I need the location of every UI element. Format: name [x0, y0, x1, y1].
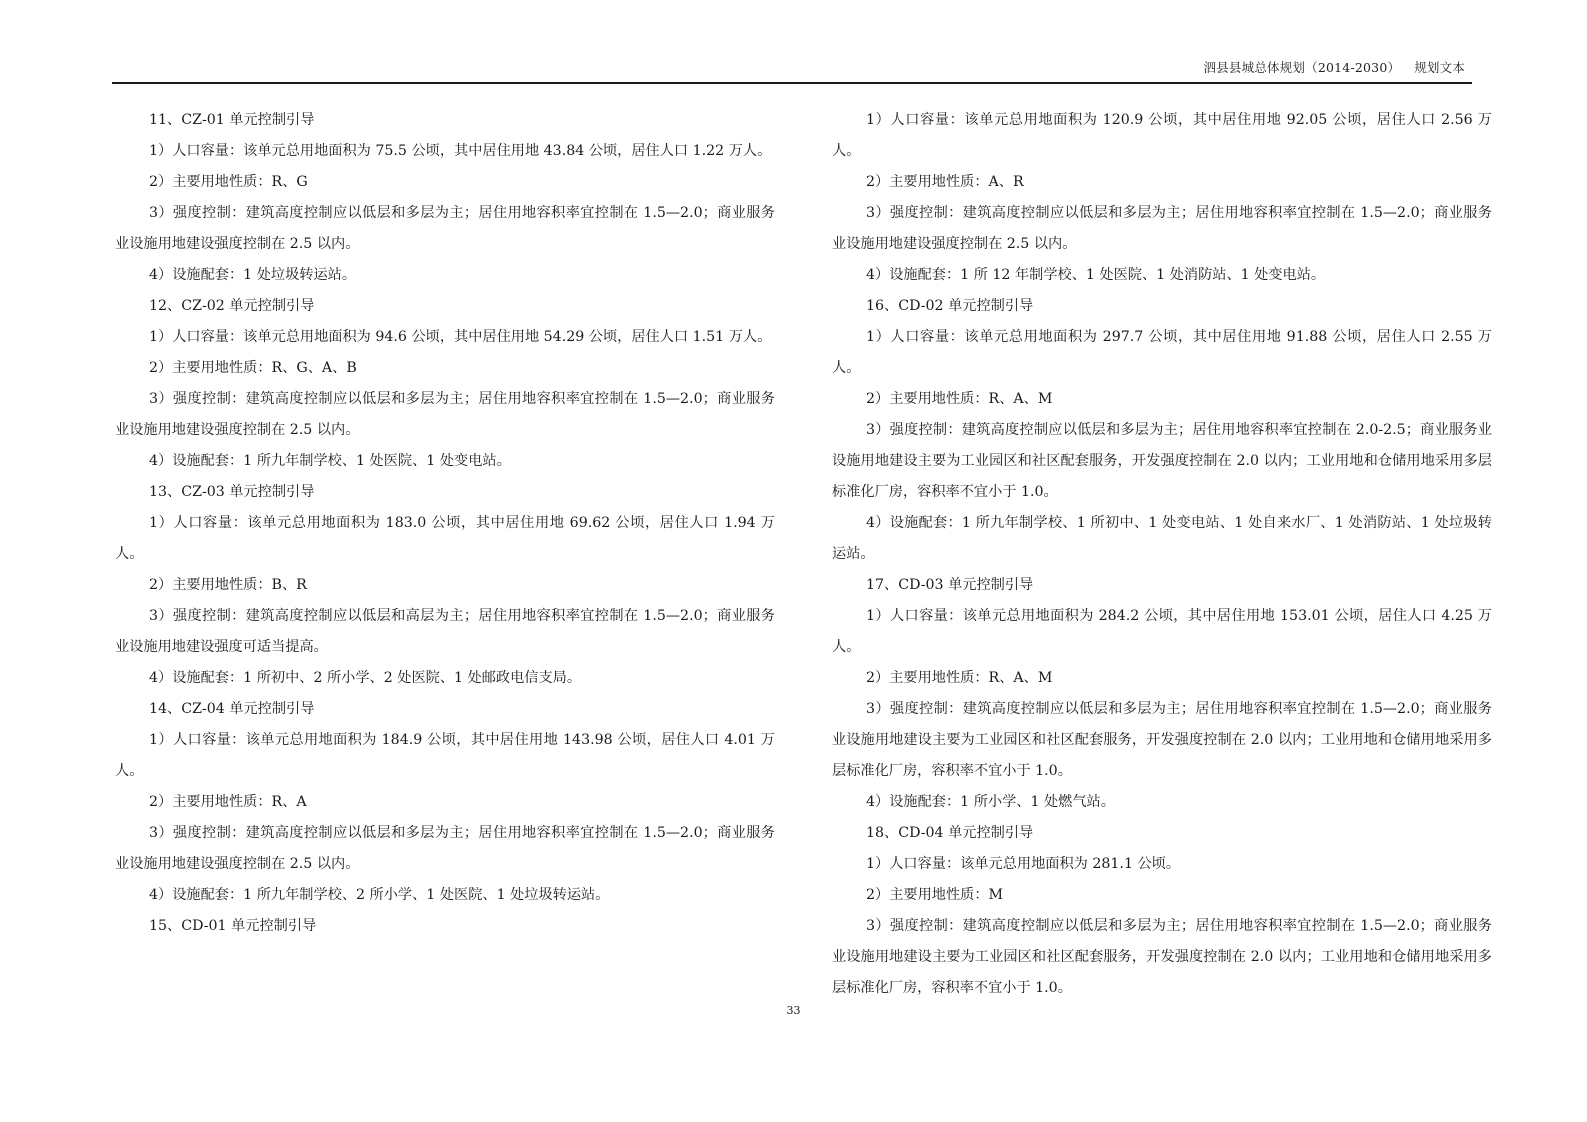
paragraph: 4）设施配套：1 所九年制学校、2 所小学、1 处医院、1 处垃圾转运站。 [149, 887, 610, 903]
paragraph: 3）强度控制：建筑高度控制应以低层和多层为主；居住用地容积率宜控制在 1.5—2.0；商业服务业设施用地建设强度控制在 2.5 以内。 [115, 205, 775, 252]
section-heading: 13、CZ-03 单元控制引导 [149, 484, 315, 500]
paragraph: 1）人口容量：该单元总用地面积为 297.7 公顷，其中居住用地 91.88 公顷，居住人口 2.55 万人。 [832, 329, 1492, 376]
paragraph: 2）主要用地性质：R、A、M [866, 391, 1053, 407]
paragraph: 2）主要用地性质：R、G、A、B [149, 360, 357, 376]
section-heading: 18、CD-04 单元控制引导 [866, 825, 1034, 841]
paragraph: 1）人口容量：该单元总用地面积为 75.5 公顷，其中居住用地 43.84 公顷，居住人口 1.22 万人。 [149, 143, 772, 159]
paragraph: 1）人口容量：该单元总用地面积为 184.9 公顷，其中居住用地 143.98 公顷，居住人口 4.01 万人。 [115, 732, 775, 779]
running-header [1204, 58, 1465, 76]
section-heading: 12、CZ-02 单元控制引导 [149, 298, 315, 314]
paragraph: 3）强度控制：建筑高度控制应以低层和多层为主；居住用地容积率宜控制在 2.0-2.5；商业服务业设施用地建设主要为工业园区和社区配套服务，开发强度控制在 2.0 以内；工业用地和仓储用地采用多层标准化厂房，容积率不宜小于 1.0。 [832, 422, 1492, 500]
document-type: 规划文本 [1414, 60, 1465, 75]
paragraph: 4）设施配套：1 所九年制学校、1 处医院、1 处变电站。 [149, 453, 511, 469]
section-heading: 15、CD-01 单元控制引导 [149, 918, 317, 934]
paragraph: 3）强度控制：建筑高度控制应以低层和多层为主；居住用地容积率宜控制在 1.5—2.0；商业服务业设施用地建设强度控制在 2.5 以内。 [115, 825, 775, 872]
paragraph: 3）强度控制：建筑高度控制应以低层和多层为主；居住用地容积率宜控制在 1.5—2.0；商业服务业设施用地建设强度控制在 2.5 以内。 [832, 205, 1492, 252]
paragraph: 2）主要用地性质：R、A [149, 794, 307, 810]
section-heading: 11、CZ-01 单元控制引导 [149, 112, 315, 128]
paragraph: 3）强度控制：建筑高度控制应以低层和多层为主；居住用地容积率宜控制在 1.5—2.0；商业服务业设施用地建设主要为工业园区和社区配套服务，开发强度控制在 2.0 以内；工业用地和仓储用地采用多层标准化厂房，容积率不宜小于 1.0。 [832, 918, 1492, 996]
header-divider [112, 82, 1472, 84]
left-column [115, 105, 775, 942]
section-heading: 14、CZ-04 单元控制引导 [149, 701, 315, 717]
paragraph: 1）人口容量：该单元总用地面积为 281.1 公顷。 [866, 856, 1181, 872]
paragraph: 1）人口容量：该单元总用地面积为 94.6 公顷，其中居住用地 54.29 公顷，居住人口 1.51 万人。 [149, 329, 772, 345]
paragraph: 3）强度控制：建筑高度控制应以低层和高层为主；居住用地容积率宜控制在 1.5—2.0；商业服务业设施用地建设强度可适当提高。 [115, 608, 775, 655]
paragraph: 3）强度控制：建筑高度控制应以低层和多层为主；居住用地容积率宜控制在 1.5—2.0；商业服务业设施用地建设主要为工业园区和社区配套服务，开发强度控制在 2.0 以内；工业用地和仓储用地采用多层标准化厂房，容积率不宜小于 1.0。 [832, 701, 1492, 779]
paragraph: 4）设施配套：1 所小学、1 处燃气站。 [866, 794, 1115, 810]
paragraph: 2）主要用地性质：B、R [149, 577, 307, 593]
section-heading: 17、CD-03 单元控制引导 [866, 577, 1034, 593]
paragraph: 4）设施配套：1 所 12 年制学校、1 处医院、1 处消防站、1 处变电站。 [866, 267, 1326, 283]
paragraph: 2）主要用地性质：R、A、M [866, 670, 1053, 686]
paragraph: 2）主要用地性质：A、R [866, 174, 1024, 190]
paragraph: 2）主要用地性质：M [866, 887, 1004, 903]
document-title: 泗县县城总体规划（2014-2030） [1203, 60, 1401, 75]
paragraph: 4）设施配套：1 处垃圾转运站。 [149, 267, 357, 283]
paragraph: 1）人口容量：该单元总用地面积为 183.0 公顷，其中居住用地 69.62 公顷，居住人口 1.94 万人。 [115, 515, 775, 562]
paragraph: 1）人口容量：该单元总用地面积为 120.9 公顷，其中居住用地 92.05 公顷，居住人口 2.56 万人。 [832, 112, 1492, 159]
paragraph: 4）设施配套：1 所九年制学校、1 所初中、1 处变电站、1 处自来水厂、1 处消防站、1 处垃圾转运站。 [832, 515, 1492, 562]
right-column [832, 105, 1492, 1004]
page-number: 33 [786, 1004, 801, 1017]
paragraph: 1）人口容量：该单元总用地面积为 284.2 公顷，其中居住用地 153.01 公顷，居住人口 4.25 万人。 [832, 608, 1492, 655]
paragraph: 2）主要用地性质：R、G [149, 174, 308, 190]
paragraph: 4）设施配套：1 所初中、2 所小学、2 处医院、1 处邮政电信支局。 [149, 670, 582, 686]
section-heading: 16、CD-02 单元控制引导 [866, 298, 1034, 314]
paragraph: 3）强度控制：建筑高度控制应以低层和多层为主；居住用地容积率宜控制在 1.5—2.0；商业服务业设施用地建设强度控制在 2.5 以内。 [115, 391, 775, 438]
